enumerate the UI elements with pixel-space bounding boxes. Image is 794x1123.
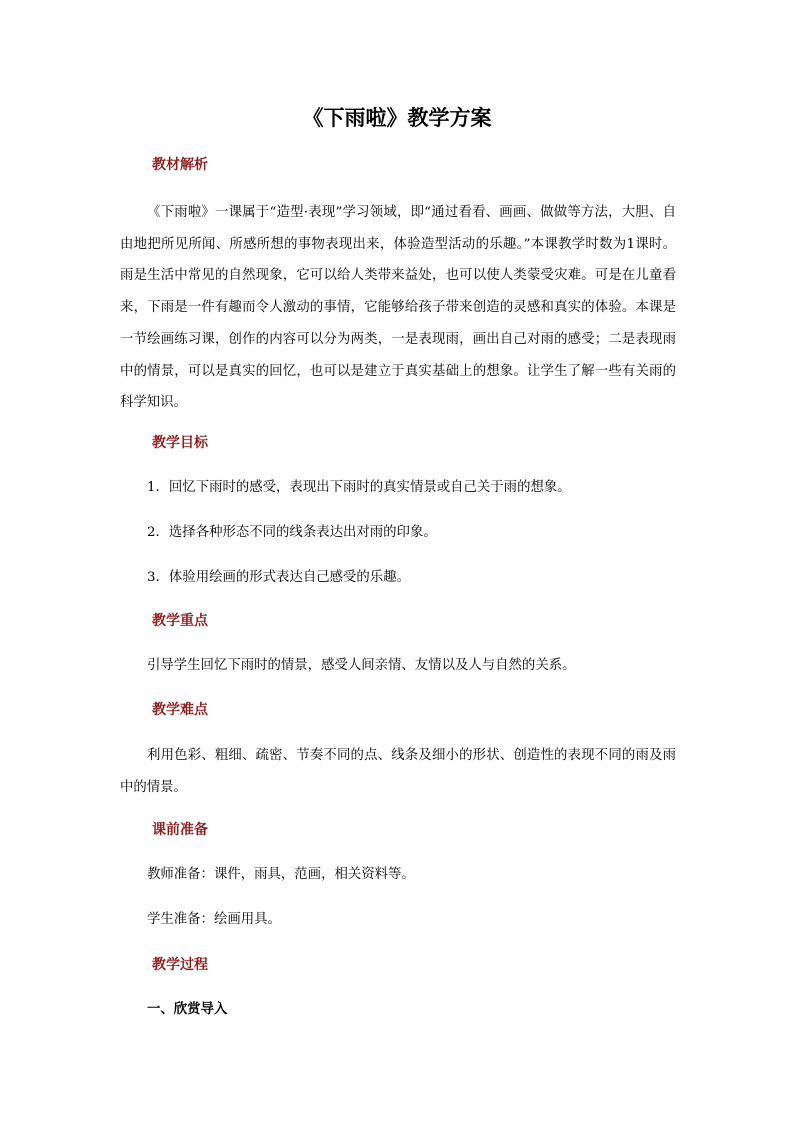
document-title: 《下雨啦》教学方案	[302, 106, 492, 130]
analysis-paragraph: 《下雨啦》一课属于“造型·表现”学习领域，即“通过看看、画画、做做等方法，大胆、自由地把所见所闻、所感所想的事物表现出来，体验造型活动的乐趣。”本课教学时数为1课时。雨是生活中常见的自然现象，它可以给人类带来益处，也可以使人类蒙受灾难。可是在儿童看来，下雨是一件有趣而令人激动的事情，它能够给孩子带来创造的灵感和真实的体验。本课是一节绘画练习课，创作的内容可以分为两类，一是表现雨，画出自己对雨的感受；二是表现雨中的情景，可以是真实的回忆，也可以是建立于真实基础上的想象。让学生了解一些有关雨的科学知识。	[120, 205, 676, 411]
teacher-preparation: 教师准备：课件，雨具，范画，相关资料等。	[147, 867, 415, 882]
goal-item-3: 3．体验用绘画的形式表达自己感受的乐趣。	[147, 570, 410, 585]
section-heading-preparation: 课前准备	[152, 822, 208, 838]
process-step-1: 一、欣赏导入	[147, 1002, 228, 1017]
section-heading-analysis: 教材解析	[152, 157, 208, 173]
goal-item-1: 1．回忆下雨时的感受，表现出下雨时的真实情景或自己关于雨的想象。	[147, 480, 571, 495]
section-heading-key-points: 教学重点	[152, 613, 208, 629]
section-heading-difficulties: 教学难点	[152, 702, 208, 718]
section-heading-process: 教学过程	[152, 957, 208, 973]
student-preparation: 学生准备：绘画用具。	[147, 912, 281, 927]
section-heading-goals: 教学目标	[152, 435, 208, 451]
goal-item-2: 2．选择各种形态不同的线条表达出对雨的印象。	[147, 525, 437, 540]
difficulties-paragraph: 利用色彩、粗细、疏密、节奏不同的点、线条及细小的形状、创造性的表现不同的雨及雨中的情景。	[120, 748, 676, 795]
key-points-text: 引导学生回忆下雨时的情景，感受人间亲情、友情以及人与自然的关系。	[147, 658, 576, 673]
